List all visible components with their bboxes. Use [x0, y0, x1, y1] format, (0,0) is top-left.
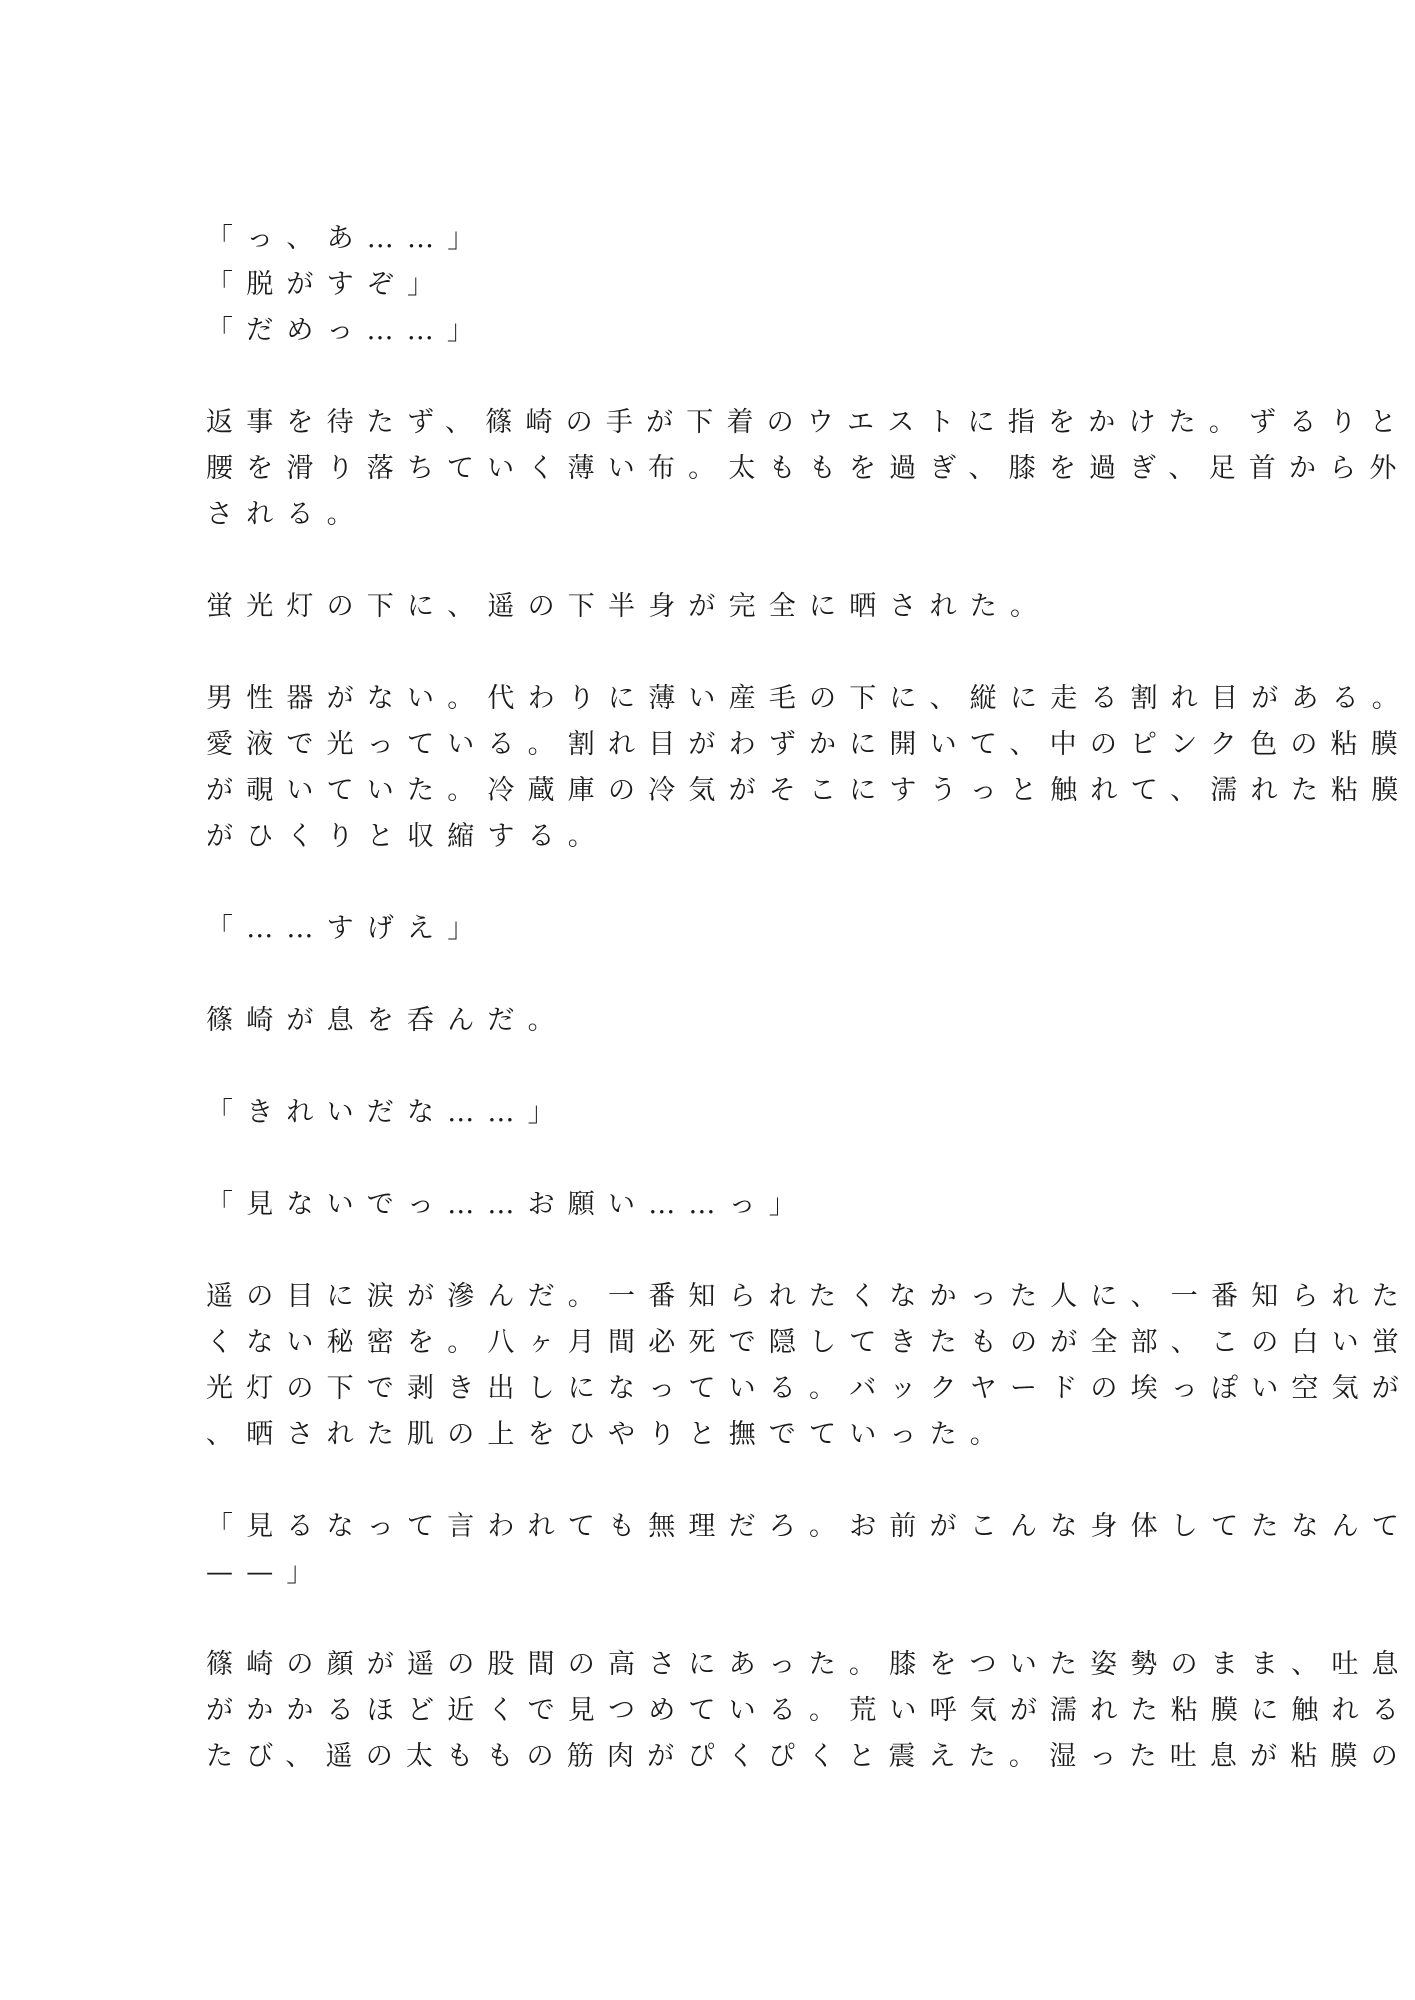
text-line: 篠崎の顔が遥の股間の高さにあった。膝をついた姿勢のまま、吐息	[206, 1649, 1412, 1680]
text-line: が覗いていた。冷蔵庫の冷気がそこにすうっと触れて、濡れた粘膜	[206, 775, 1412, 806]
text-line: 「脱がすぞ」	[206, 269, 448, 300]
text-line: くない秘密を。八ヶ月間必死で隠してきたものが全部、この白い蛍	[206, 1327, 1412, 1358]
text-line: ——」	[206, 1557, 327, 1588]
paragraph	[206, 584, 1186, 630]
paragraph	[206, 1182, 1186, 1228]
paragraph	[206, 216, 1186, 354]
text-line: がかかるほど近くで見つめている。荒い呼気が濡れた粘膜に触れる	[206, 1695, 1412, 1726]
text-line: 男性器がない。代わりに薄い産毛の下に、縦に走る割れ目がある。	[206, 683, 1412, 714]
text-line: 篠崎が息を呑んだ。	[206, 1005, 568, 1036]
paragraph	[206, 1274, 1412, 1458]
text-line: 「だめっ……」	[206, 315, 488, 346]
text-line: がひくりと収縮する。	[206, 821, 608, 852]
paragraph	[206, 998, 1186, 1044]
text-line: 「っ、あ……」	[206, 223, 488, 254]
text-line: 遥の目に涙が滲んだ。一番知られたくなかった人に、一番知られた	[206, 1281, 1412, 1312]
document-page	[206, 216, 1412, 1826]
text-line: 、晒された肌の上をひやりと撫でていった。	[206, 1419, 1010, 1450]
paragraph	[206, 1642, 1412, 1780]
text-line: 「見るなって言われても無理だろ。お前がこんな身体してたなんて	[206, 1511, 1412, 1542]
text-line: たび、遥の太ももの筋肉がぴくぴくと震えた。湿った吐息が粘膜の	[206, 1741, 1411, 1772]
text-line: 光灯の下で剥き出しになっている。バックヤードの埃っぽい空気が	[206, 1373, 1412, 1404]
paragraph	[206, 1090, 1186, 1136]
text-line: 返事を待たず、篠崎の手が下着のウエストに指をかけた。ずるりと	[206, 407, 1410, 438]
text-line: 「きれいだな……」	[206, 1097, 568, 1128]
text-line: 「見ないでっ……お願い……っ」	[206, 1189, 809, 1220]
text-line: 愛液で光っている。割れ目がわずかに開いて、中のピンク色の粘膜	[206, 729, 1411, 760]
paragraph	[206, 676, 1412, 860]
text-line: 腰を滑り落ちていく薄い布。太ももを過ぎ、膝を過ぎ、足首から外	[206, 453, 1410, 484]
paragraph	[206, 400, 1410, 538]
paragraph	[206, 906, 1186, 952]
text-line: 「……すげえ」	[206, 913, 488, 944]
paragraph	[206, 1504, 1412, 1596]
text-line: される。	[206, 499, 367, 530]
text-line: 蛍光灯の下に、遥の下半身が完全に晒された。	[206, 591, 1051, 622]
